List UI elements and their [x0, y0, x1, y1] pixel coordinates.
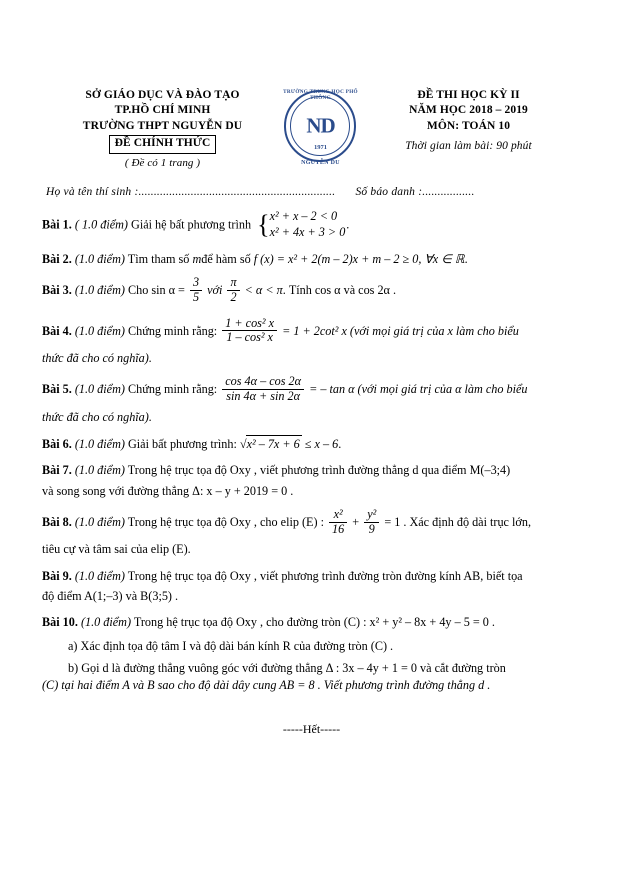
question-4-points: (1.0 điểm) — [74, 323, 125, 338]
exam-title: ĐỀ THI HỌC KỲ II — [417, 89, 520, 101]
question-2 — [42, 251, 581, 268]
school-year: NĂM HỌC 2018 – 2019 — [409, 104, 528, 117]
lhs-numerator: 1 + cos² x — [225, 315, 275, 330]
header-right-block — [364, 88, 574, 155]
question-4-note-2: thức đã cho có nghĩa). — [42, 351, 152, 366]
question-9-label: Bài 9. — [42, 568, 72, 583]
ellipse-term-2 — [364, 508, 379, 536]
question-10-part-b-text-2: (C) tại hai điểm A và B sao cho độ dài dây cung AB = 8 . Viết phương trình đường thẳng d . — [42, 678, 491, 693]
subject: MÔN: TOÁN 10 — [426, 119, 511, 132]
question-6-points: (1.0 điểm) — [74, 437, 125, 451]
question-6-tail: . — [338, 437, 342, 451]
question-6-text: Giải bất phương trình: — [127, 437, 237, 451]
term-1-numerator: x² — [333, 506, 343, 521]
range-numerator: π — [230, 275, 237, 290]
ellipse-plus-sign: + — [352, 514, 360, 529]
question-2-formula: f (x) = x² + 2(m – 2)x + m – 2 ≥ 0, ∀x ∈ ℝ — [253, 252, 465, 267]
question-2-param: m — [192, 252, 202, 267]
document-header — [0, 0, 621, 170]
question-7-continued — [42, 483, 581, 500]
department-line-1: SỞ GIÁO DỤC VÀ ĐÀO TẠO — [85, 89, 240, 101]
question-4-lhs — [222, 317, 277, 345]
question-10-points: (1.0 điểm) — [80, 615, 132, 630]
header-left-block — [48, 88, 278, 170]
question-2-tail: . — [464, 252, 468, 267]
question-9-points: (1.0 điểm) — [74, 568, 125, 583]
question-1-system: { x² + x – 2 < 0 x² + 4x + 3 > 0 — [257, 209, 346, 240]
question-7-text: Trong hệ trục tọa độ Oxy , viết phương trình đường thẳng d qua điểm M(–3;4) — [127, 463, 511, 478]
logo-arc-top-text: TRƯỜNG TRUNG HỌC PHỔ THÔNG — [283, 89, 358, 101]
fraction-numerator: 3 — [192, 275, 200, 290]
question-10-part-b-continued — [42, 677, 581, 694]
question-8 — [42, 506, 581, 537]
question-10-text: Trong hệ trục tọa độ Oxy , cho đường tròn (C) : x² + y² – 8x + 4y – 5 = 0 . — [133, 615, 495, 630]
question-8-text: Trong hệ trục tọa độ Oxy , cho elip (E) : — [127, 514, 324, 529]
question-2-text-a: Tìm tham số — [127, 252, 190, 267]
question-5 — [42, 376, 581, 404]
department-line-2: TP.HỒ CHÍ MINH — [114, 104, 211, 117]
fraction-denominator: 5 — [190, 290, 202, 305]
question-6-rhs: ≤ x – 6 — [304, 437, 339, 451]
question-2-label: Bài 2. — [42, 252, 72, 267]
question-4-rhs: = 1 + 2cot² x — [282, 323, 347, 338]
question-3 — [42, 277, 581, 305]
question-3-points: (1.0 điểm) — [74, 283, 125, 298]
exam-duration: Thời gian làm bài: 90 phút — [405, 140, 532, 153]
question-10-part-b — [68, 660, 581, 677]
question-6 — [42, 435, 581, 453]
question-5-text: Chứng minh rằng: — [127, 382, 218, 397]
question-8-line-2: tiêu cự và tâm sai của elip (E). — [42, 542, 191, 557]
question-4-note-continued — [42, 350, 581, 367]
range-denominator: 2 — [227, 290, 239, 305]
term-1-denominator: 16 — [329, 522, 347, 537]
question-3-tail: . Tính cos α và cos 2α . — [282, 283, 397, 298]
term-2-denominator: 9 — [364, 522, 379, 537]
question-2-points: (1.0 điểm) — [74, 252, 125, 267]
logo-arc-bottom-text: NGUYỄN DU — [301, 160, 340, 166]
lhs-numerator: cos 4α – cos 2α — [225, 374, 302, 389]
candidate-name-field[interactable]: Họ và tên thí sinh :................................................................ — [46, 186, 336, 199]
question-3-fraction — [190, 276, 202, 304]
lhs-denominator: sin 4α + sin 2α — [222, 389, 304, 404]
question-7-line-2: và song song với đường thẳng Δ: x – y + 2019 = 0 . — [42, 483, 294, 498]
question-10-label: Bài 10. — [42, 615, 78, 630]
logo-monogram: ND — [306, 113, 335, 138]
ellipse-term-1 — [329, 508, 347, 536]
question-5-points: (1.0 điểm) — [74, 382, 125, 397]
system-line-2: x² + 4x + 3 > 0 — [269, 225, 346, 240]
question-1 — [42, 210, 581, 242]
questions-body — [0, 198, 621, 737]
candidate-info-line — [46, 186, 575, 198]
question-4 — [42, 315, 581, 346]
question-3-range-fraction — [227, 276, 239, 304]
radicand: x² – 7x + 6 — [246, 435, 302, 453]
school-logo — [282, 88, 360, 166]
question-10-part-a-text: a) Xác định tọa độ tâm I và độ dài bán kính R của đường tròn (C) . — [68, 638, 394, 653]
question-8-equation-tail: = 1 . Xác định độ dài trục lớn, — [384, 514, 531, 529]
question-10-part-b-text: b) Gọi d là đường thẳng vuông góc với đường thẳng Δ : 3x – 4y + 1 = 0 và cắt đường tròn — [68, 660, 506, 675]
question-3-text: Cho sin α = — [127, 283, 185, 298]
question-3-range-rest: < α < π — [244, 283, 283, 298]
school-name: TRƯỜNG THPT NGUYỄN DU — [82, 119, 243, 132]
question-5-note-2: thức đã cho có nghĩa). — [42, 409, 152, 424]
question-6-label: Bài 6. — [42, 437, 72, 451]
question-1-label: Bài 1. — [42, 218, 72, 233]
question-7-label: Bài 7. — [42, 463, 72, 478]
question-4-label: Bài 4. — [42, 323, 72, 338]
question-1-tail: . — [346, 218, 350, 233]
question-5-note: (với mọi giá trị của α làm cho biểu — [357, 382, 528, 397]
question-7 — [42, 462, 581, 479]
question-8-continued — [42, 541, 581, 558]
lhs-denominator: 1 – cos² x — [222, 330, 277, 345]
logo-year: 1971 — [314, 144, 327, 151]
system-line-1: x² + x – 2 < 0 — [269, 209, 338, 224]
question-5-lhs — [222, 375, 304, 403]
question-10-part-a — [68, 638, 581, 655]
official-exam-badge: ĐỀ CHÍNH THỨC — [109, 135, 217, 153]
question-5-rhs: = – tan α — [309, 382, 355, 397]
page-count-note: ( Đề có 1 trang ) — [124, 156, 201, 169]
question-8-points: (1.0 điểm) — [74, 514, 125, 529]
question-7-points: (1.0 điểm) — [74, 463, 125, 478]
question-3-mid: với — [207, 283, 223, 298]
question-3-label: Bài 3. — [42, 283, 72, 298]
question-4-note: (với mọi giá trị của x làm cho biểu — [349, 323, 519, 338]
question-9-line-2: độ điểm A(1;–3) và B(3;5) . — [42, 588, 179, 603]
question-6-radical: √x² – 7x + 6 — [240, 437, 302, 451]
question-4-text: Chứng minh rằng: — [127, 323, 218, 338]
question-10 — [42, 614, 581, 631]
end-marker: -----Hết----- — [282, 721, 341, 736]
candidate-id-field[interactable]: Số báo danh :................. — [355, 186, 475, 199]
question-1-text: Giải hệ bất phương trình — [131, 218, 252, 233]
question-9 — [42, 568, 581, 585]
question-1-points: ( 1.0 điểm) — [74, 218, 128, 233]
question-9-continued — [42, 588, 581, 605]
term-2-numerator: y² — [367, 506, 377, 521]
question-2-text-b: để hàm số — [201, 252, 251, 267]
question-5-label: Bài 5. — [42, 382, 72, 397]
question-8-label: Bài 8. — [42, 514, 72, 529]
question-9-text: Trong hệ trục tọa độ Oxy , viết phương trình đường tròn đường kính AB, biết tọa — [127, 568, 523, 583]
question-5-note-continued — [42, 409, 581, 426]
